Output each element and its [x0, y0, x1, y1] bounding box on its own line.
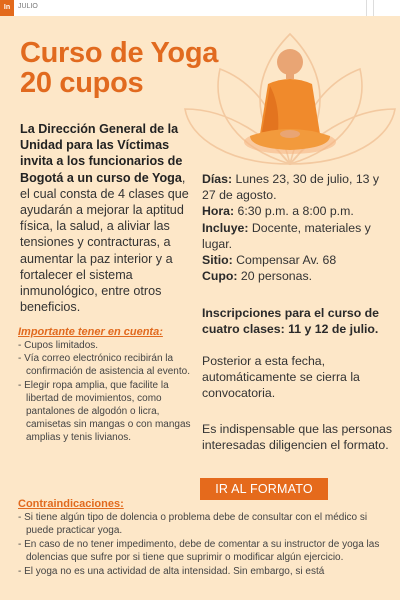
list-item: - Elegir ropa amplia, que facilite la libertad de movimientos, como pantalones de algodón o licra, camisetas sin mangas o con mangas amplias y tenis livianos.	[18, 379, 191, 444]
sitio-value: Compensar Av. 68	[232, 253, 337, 268]
detail-incluye	[202, 220, 394, 252]
section-tag: In	[0, 0, 14, 16]
dias-label: Días:	[202, 172, 233, 186]
list-item: - Vía correo electrónico recibirán la confirmación de asistencia al evento.	[18, 353, 190, 378]
detail-sitio	[202, 252, 394, 268]
title-line-1: Curso de Yoga	[20, 37, 219, 69]
list-item: - En caso de no tener impedimento, debe de comentar a su instructor de yoga las dolencias que sufre por si tiene que suprimir o modificar algún ejercicio.	[18, 538, 380, 564]
title-line-2: 20 cupos	[20, 67, 144, 99]
list-item: - Si tiene algún tipo de dolencia o problema debe de consultar con el médico si puede practicar yoga.	[18, 512, 368, 537]
month-label: JULIO	[18, 3, 38, 10]
page-title	[20, 38, 218, 98]
dias-value: Lunes 23, 30 de julio, 13 y 27 de agosto.	[202, 172, 380, 203]
intro-paragraph	[20, 121, 192, 315]
list-item: - El yoga no es una actividad de alta intensidad. Sin embargo, si está	[18, 565, 325, 577]
list-item: - Cupos limitados.	[18, 340, 99, 351]
intro-rest: , el cual consta de 4 clases que ayudarán a mejorar la aptitud física, la salud, a aliviar las tensiones y contracturas, a aumentar la paz interior y a fortalecer el sistema inmunológico, entre otros beneficios.	[20, 170, 189, 315]
course-details	[202, 171, 394, 284]
cupo-value: 20 personas.	[237, 269, 313, 284]
cupo-label: Cupo:	[202, 269, 238, 284]
inscription-dates: Inscripciones para el curso de cuatro clases: 11 y 12 de julio.	[202, 306, 380, 337]
contraindications-list	[18, 511, 388, 578]
important-heading: Importante tener en cuenta:	[18, 326, 163, 338]
sitio-label: Sitio:	[202, 253, 233, 268]
form-requirement-note: Es indispensable que las personas interesadas diligencien el formato.	[202, 422, 393, 453]
incluye-value: Docente, materiales y lugar.	[202, 220, 371, 251]
hora-value: 6:30 p.m. a 8:00 p.m.	[234, 204, 354, 219]
go-to-form-button[interactable]: IR AL FORMATO	[200, 478, 328, 500]
closing-note: Posterior a esta fecha, automáticamente se cierra la convocatoria.	[202, 354, 360, 401]
intro-bold: La Dirección General de la Unidad para las Víctimas invita a los funcionarios de Bogotá a un curso de Yoga	[20, 122, 183, 185]
detail-cupo	[202, 268, 394, 284]
detail-dias	[202, 171, 394, 203]
detail-hora	[202, 203, 394, 219]
contraindications-heading: Contraindicaciones:	[18, 498, 124, 510]
hora-label: Hora:	[202, 204, 235, 219]
incluye-label: Incluye:	[202, 220, 249, 235]
important-list	[18, 339, 196, 445]
